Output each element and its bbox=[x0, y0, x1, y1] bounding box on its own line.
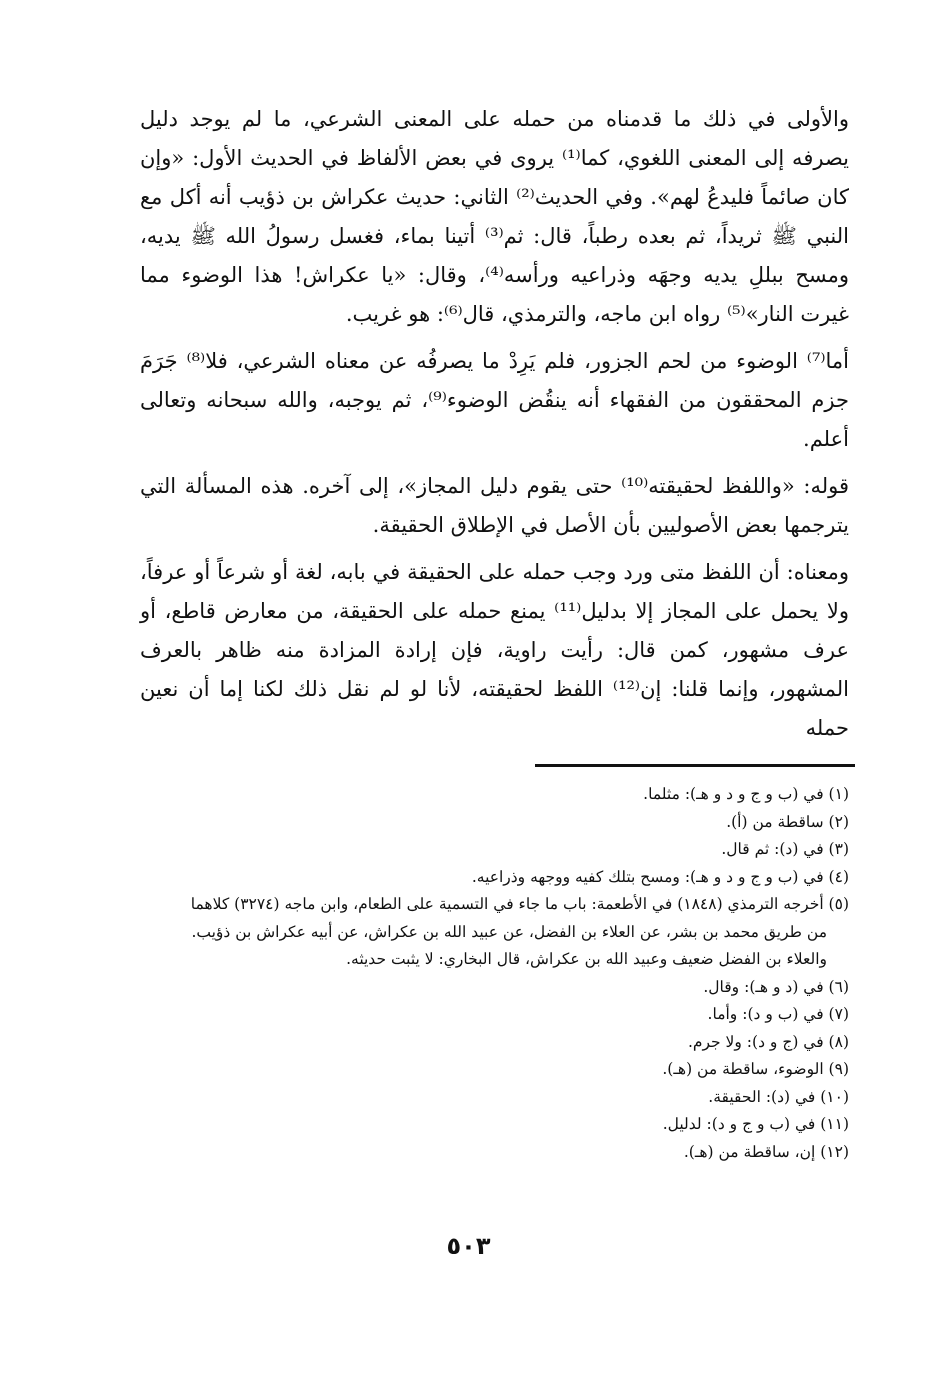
footnote-3: (٣) في (د): ثم قال. bbox=[721, 840, 849, 858]
footnote-2: (٢) ساقطة من (أ). bbox=[726, 812, 849, 831]
footnote-8: (٨) في (ج و د): ولا جرم. bbox=[687, 1032, 849, 1051]
body-paragraph-2: أما⁽⁷⁾ الوضوء من لحم الجزور، فلم يَرِدْ ما يصرفُه عن معناه الشرعي، فلا⁽⁸⁾ جَرَمَ جزم المحققون من الفقهاء أنه ينقُض الوضوء⁽⁹⁾، ثم يوجبه، والله سبحانه وتعالى أعلم. bbox=[140, 349, 850, 451]
footnote-separator bbox=[535, 764, 855, 767]
footnote-1: (١) في (ب و ج و د و هـ): مثلما. bbox=[643, 785, 849, 803]
body-paragraph-4: ومعناه: أن اللفظ متى ورد وجب حمله على الحقيقة في بابه، لغة أو شرعاً أو عرفاً، ولا يحمل على المجاز إلا بدليل⁽¹¹⁾ يمنع حمله على الحقيقة، من معارض قاطع، أو عرف مشهور، كمن قال: رأيت راوية، فإن إرادة المزادة منه ظاهر بالعرف المشهور، وإنما قلنا: إن⁽¹²⁾ اللفظ لحقيقته، لأنا لو لم نقل ذلك لكنا إما أن نعين حمله bbox=[140, 560, 850, 740]
footnote-4: (٤) في (ب و ج و د و هـ): ومسح بتلك كفيه ووجهه وذراعيه. bbox=[471, 867, 849, 886]
footnote-5-continuation-1: من طريق محمد بن بشر، عن العلاء بن الفضل، عن عبيد الله بن عكراش، عن أبيه عكراش بن ذؤيب. bbox=[191, 922, 827, 941]
footnote-6: (٦) في (د و هـ): وقال. bbox=[703, 977, 849, 996]
footnote-10: (١٠) في (د): الحقيقة. bbox=[708, 1087, 849, 1106]
body-paragraph-1: والأولى في ذلك ما قدمناه من حمله على المعنى الشرعي، ما لم يوجد دليل يصرفه إلى المعنى اللغوي، كما⁽¹⁾ يروى في بعض الألفاظ في الحديث الأول: «وإن كان صائماً فليدعُ لهم». وفي الحديث⁽²⁾ الثاني: حديث عكراش بن ذؤيب أنه أكل مع النبي ﷺ ثريداً، ثم بعده رطباً، قال: ثم⁽³⁾ أتينا بماء، فغسل رسولُ الله ﷺ يديه، ومسح ببللِ يديه وجهَه وذراعيه ورأسه⁽⁴⁾، وقال: «يا عكراش! هذا الوضوء مما غيرت النار»⁽⁵⁾ رواه ابن ماجه، والترمذي، قال⁽⁶⁾: هو غريب. bbox=[140, 107, 850, 326]
footnotes-list bbox=[140, 781, 849, 1166]
footnote-5: (٥) أخرجه الترمذي (١٨٤٨) في الأطعمة: باب ما جاء في التسمية على الطعام، وابن ماجه (٣٢٧٤) كلاهما bbox=[190, 895, 849, 913]
main-text bbox=[140, 100, 849, 748]
footnote-11: (١١) في (ب و ج و د): لدليل. bbox=[662, 1115, 849, 1133]
body-paragraph-3: قوله: «واللفظ لحقيقته⁽¹⁰⁾ حتى يقوم دليل المجاز»، إلى آخره. هذه المسألة التي يترجمها بعض الأصوليين بأن الأصل في الإطلاق الحقيقة. bbox=[140, 474, 849, 537]
footnote-7: (٧) في (ب و د): وأما. bbox=[707, 1005, 849, 1023]
footnote-12: (١٢) إن، ساقطة من (هـ). bbox=[683, 1142, 849, 1161]
page-number: ٥٠٣ bbox=[446, 1232, 491, 1260]
page-content bbox=[140, 100, 849, 1166]
footnote-9: (٩) الوضوء، ساقطة من (هـ). bbox=[662, 1060, 849, 1078]
footnote-5-continuation-2: والعلاء بن الفضل ضعيف وعبيد الله بن عكراش، قال البخاري: لا يثبت حديثه. bbox=[346, 950, 827, 968]
